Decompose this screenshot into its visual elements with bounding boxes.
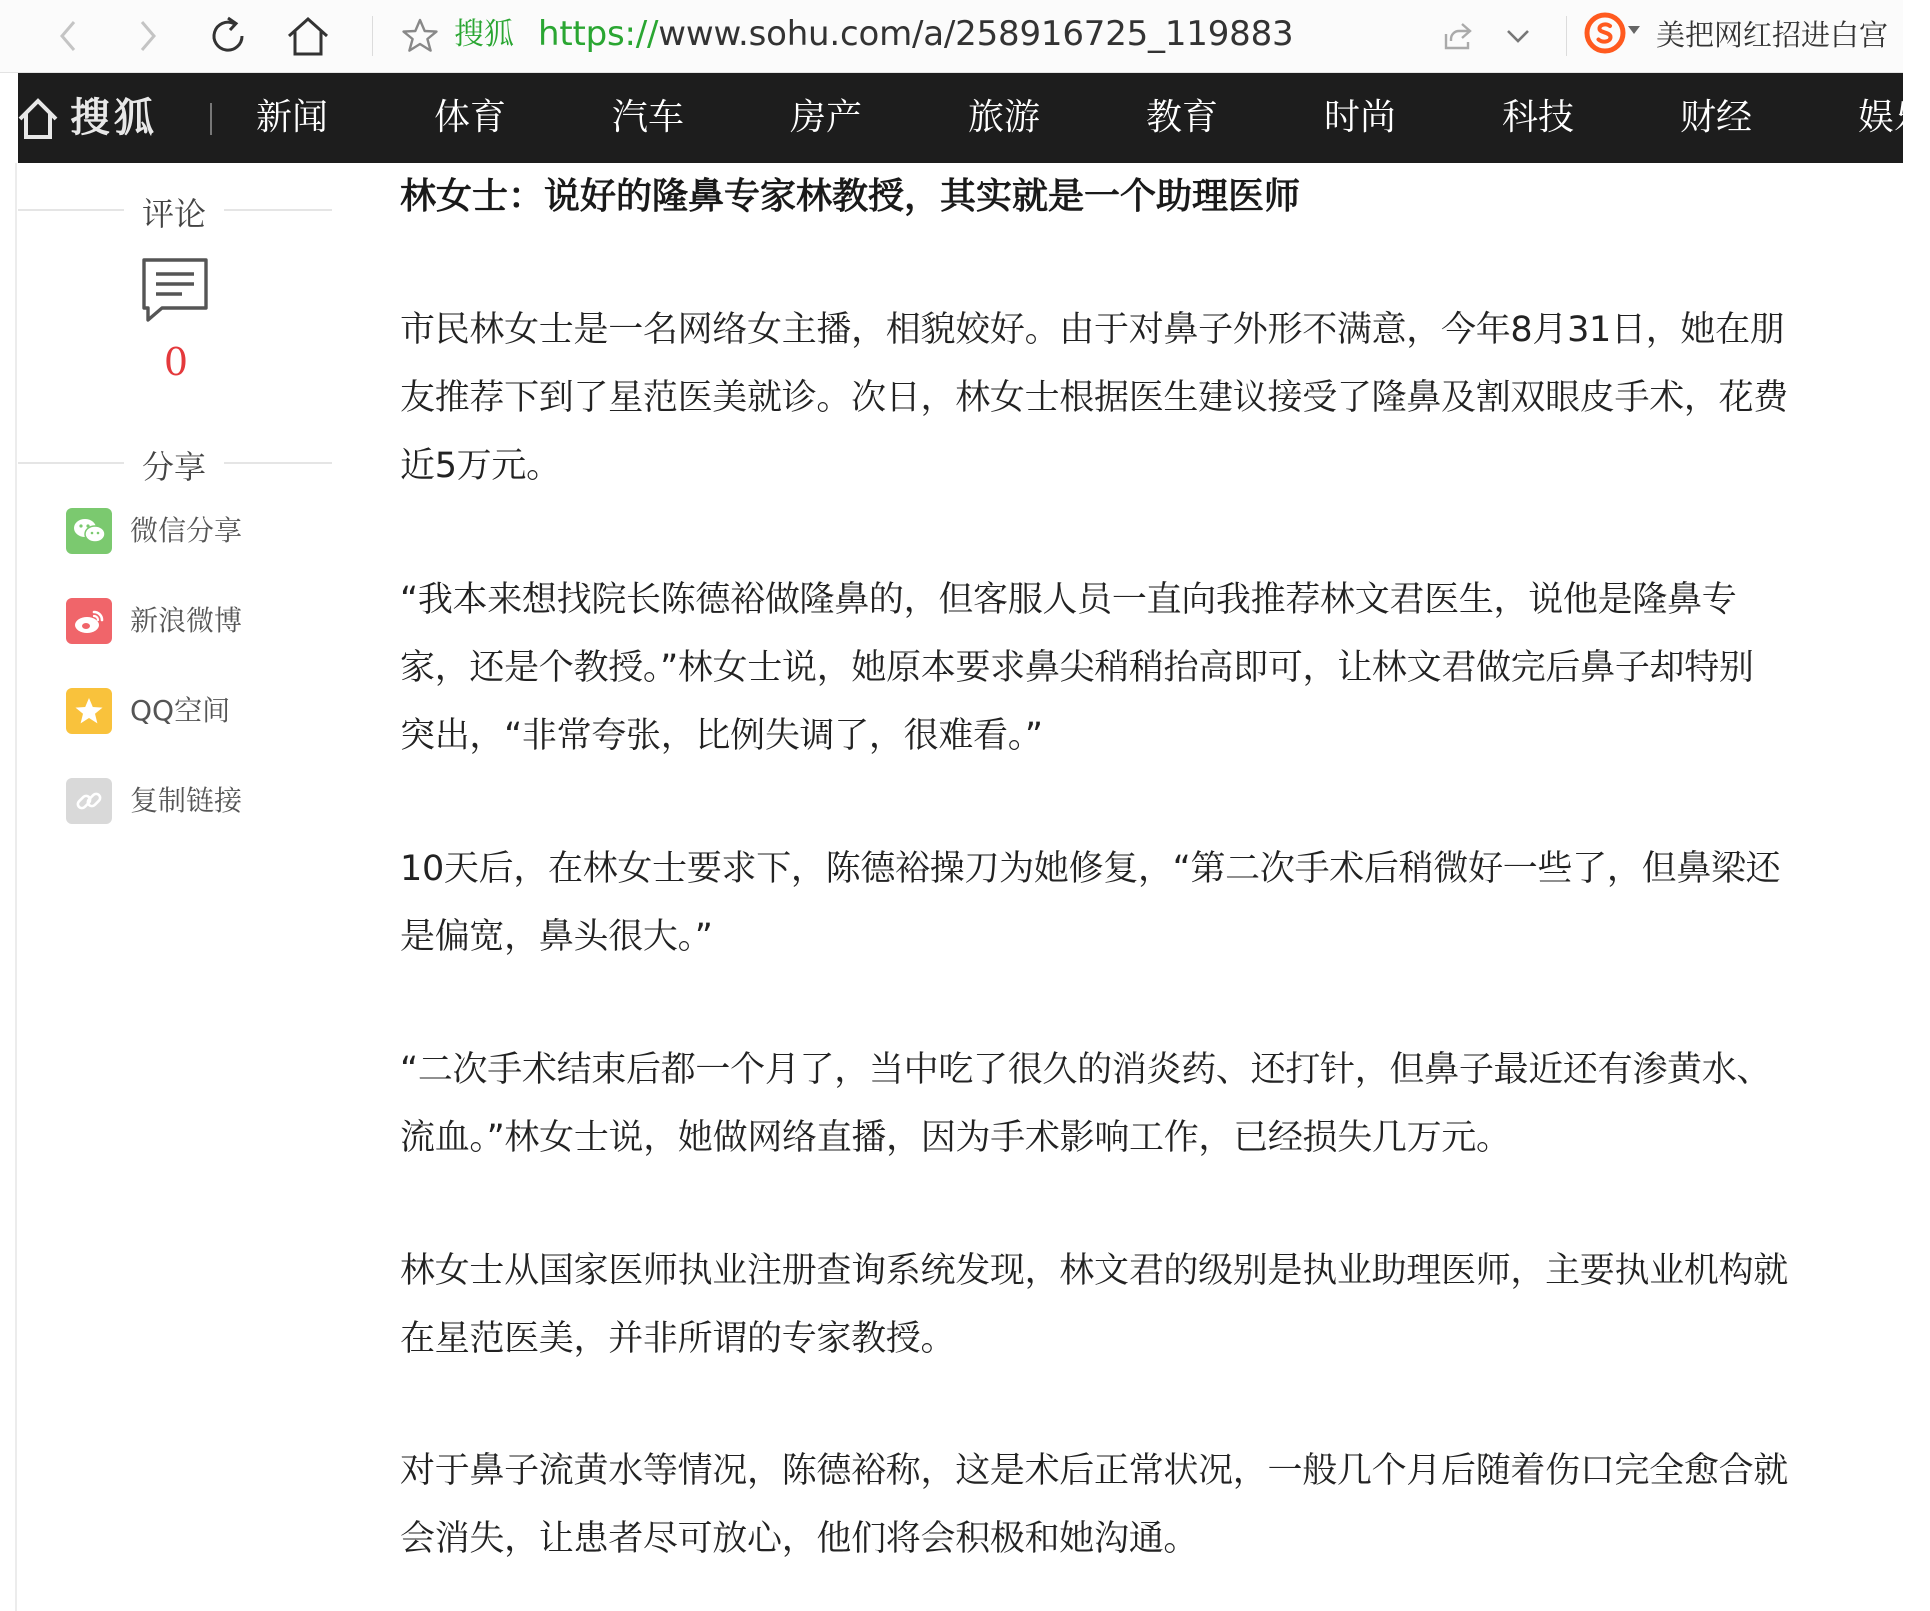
wechat-icon xyxy=(66,508,112,554)
share-qzone-button[interactable] xyxy=(66,688,230,734)
sidebar-rule xyxy=(18,209,124,211)
search-suggestion[interactable]: 美把网红招进白宫 xyxy=(1656,18,1889,52)
home-icon xyxy=(285,14,331,58)
article-paragraph xyxy=(400,296,1840,500)
nav-item-auto[interactable]: 汽车 xyxy=(612,97,685,138)
url-path: www.sohu.com/a/258916725_119883 xyxy=(658,14,1294,54)
sidebar-rule xyxy=(224,209,332,211)
toolbar-separator xyxy=(1566,16,1567,56)
toolbar-separator xyxy=(372,16,373,56)
article-paragraph xyxy=(400,1437,1840,1573)
paragraph-line: “我本来想找院长陈德裕做隆鼻的，但客服人员一直向我推荐林文君医生，说他是隆鼻专 xyxy=(400,580,1737,620)
forward-button[interactable] xyxy=(122,10,174,62)
share-qzone-label: QQ空间 xyxy=(130,694,231,727)
nav-item-travel[interactable]: 旅游 xyxy=(968,97,1041,138)
bookmark-button[interactable] xyxy=(398,12,442,60)
nav-item-sports[interactable]: 体育 xyxy=(434,97,507,138)
qzone-icon xyxy=(66,688,112,734)
paragraph-line: “二次手术结束后都一个月了，当中吃了很久的消炎药、还打针，但鼻子最近还有渗黄水、 xyxy=(400,1050,1772,1090)
weibo-icon xyxy=(66,598,112,644)
reload-icon xyxy=(206,14,250,58)
chevron-down-icon xyxy=(1504,26,1532,46)
paragraph-line: 是偏宽，鼻头很大。” xyxy=(400,917,713,957)
article-paragraph xyxy=(400,1237,1840,1373)
paragraph-line: 市民林女士是一名网络女主播，相貌姣好。由于对鼻子外形不满意，今年8月31日，她在朋 xyxy=(400,310,1785,350)
paragraph-line: 近5万元。 xyxy=(400,446,561,486)
nav-item-finance[interactable]: 财经 xyxy=(1680,97,1753,138)
article-title: 林女士：说好的隆鼻专家林教授，其实就是一个助理医师 xyxy=(400,176,1301,217)
share-weibo-button[interactable] xyxy=(66,598,242,644)
copy-link-label: 复制链接 xyxy=(130,784,243,817)
paragraph-line: 友推荐下到了星范医美就诊。次日，林女士根据医生建议接受了隆鼻及割双眼皮手术，花费 xyxy=(400,378,1789,418)
reload-button[interactable] xyxy=(202,10,254,62)
back-arrow-icon xyxy=(54,16,82,56)
nav-item-tech[interactable]: 科技 xyxy=(1502,97,1575,138)
share-wechat-label: 微信分享 xyxy=(130,514,243,547)
paragraph-line: 对于鼻子流黄水等情况，陈德裕称，这是术后正常状况，一般几个月后随着伤口完全愈合就 xyxy=(400,1451,1789,1491)
comment-count[interactable]: 0 xyxy=(163,340,189,384)
back-button[interactable] xyxy=(42,10,94,62)
nav-item-fashion[interactable]: 时尚 xyxy=(1324,97,1397,138)
paragraph-line: 林女士从国家医师执业注册查询系统发现，林文君的级别是执业助理医师，主要执业机构就 xyxy=(400,1251,1789,1291)
page-left-border xyxy=(15,163,17,1611)
comment-heading: 评论 xyxy=(142,195,207,233)
paragraph-line: 突出，“非常夸张，比例失调了，很难看。” xyxy=(400,716,1043,756)
sogou-logo-icon[interactable] xyxy=(1584,12,1626,54)
site-home-icon[interactable] xyxy=(18,95,58,141)
address-dropdown-button[interactable] xyxy=(1496,14,1540,58)
nav-item-news[interactable]: 新闻 xyxy=(256,97,329,138)
nav-item-entertainment[interactable]: 娱乐 xyxy=(1858,97,1930,138)
paragraph-line: 家，还是个教授。”林女士说，她原本要求鼻尖稍稍抬高即可，让林文君做完后鼻子却特别 xyxy=(400,648,1754,688)
share-page-button[interactable] xyxy=(1436,14,1480,58)
article-paragraph xyxy=(400,566,1840,770)
sidebar-rule xyxy=(224,462,332,464)
search-engine-caret-icon[interactable] xyxy=(1628,26,1640,34)
sidebar-rule xyxy=(18,462,124,464)
site-nav-bar xyxy=(18,73,1930,163)
share-weibo-label: 新浪微博 xyxy=(130,604,243,637)
share-icon xyxy=(1442,20,1474,52)
forward-arrow-icon xyxy=(134,16,162,56)
paragraph-line: 在星范医美，并非所谓的专家教授。 xyxy=(400,1319,956,1359)
nav-divider xyxy=(210,103,212,135)
star-icon xyxy=(401,17,439,55)
site-logo[interactable]: 搜狐 xyxy=(70,94,158,141)
browser-toolbar xyxy=(0,0,1903,73)
paragraph-line: 会消失，让患者尽可放心，他们将会积极和她沟通。 xyxy=(400,1519,1199,1559)
nav-item-realestate[interactable]: 房产 xyxy=(790,97,863,138)
paragraph-line: 流血。”林女士说，她做网络直播，因为手术影响工作，已经损失几万元。 xyxy=(400,1118,1511,1158)
share-heading: 分享 xyxy=(142,448,207,486)
link-icon xyxy=(66,778,112,824)
nav-item-education[interactable]: 教育 xyxy=(1146,97,1219,138)
home-button[interactable] xyxy=(282,10,334,62)
paragraph-line: 10天后，在林女士要求下，陈德裕操刀为她修复，“第二次手术后稍微好一些了，但鼻梁还 xyxy=(400,849,1781,889)
copy-link-button[interactable] xyxy=(66,778,242,824)
article-paragraph xyxy=(400,1036,1840,1172)
share-wechat-button[interactable] xyxy=(66,508,242,554)
article-paragraph xyxy=(400,835,1840,971)
comment-icon[interactable] xyxy=(140,256,210,324)
site-name-label: 搜狐 xyxy=(454,17,514,52)
address-bar[interactable] xyxy=(538,12,1293,56)
url-scheme: https:// xyxy=(538,14,659,54)
